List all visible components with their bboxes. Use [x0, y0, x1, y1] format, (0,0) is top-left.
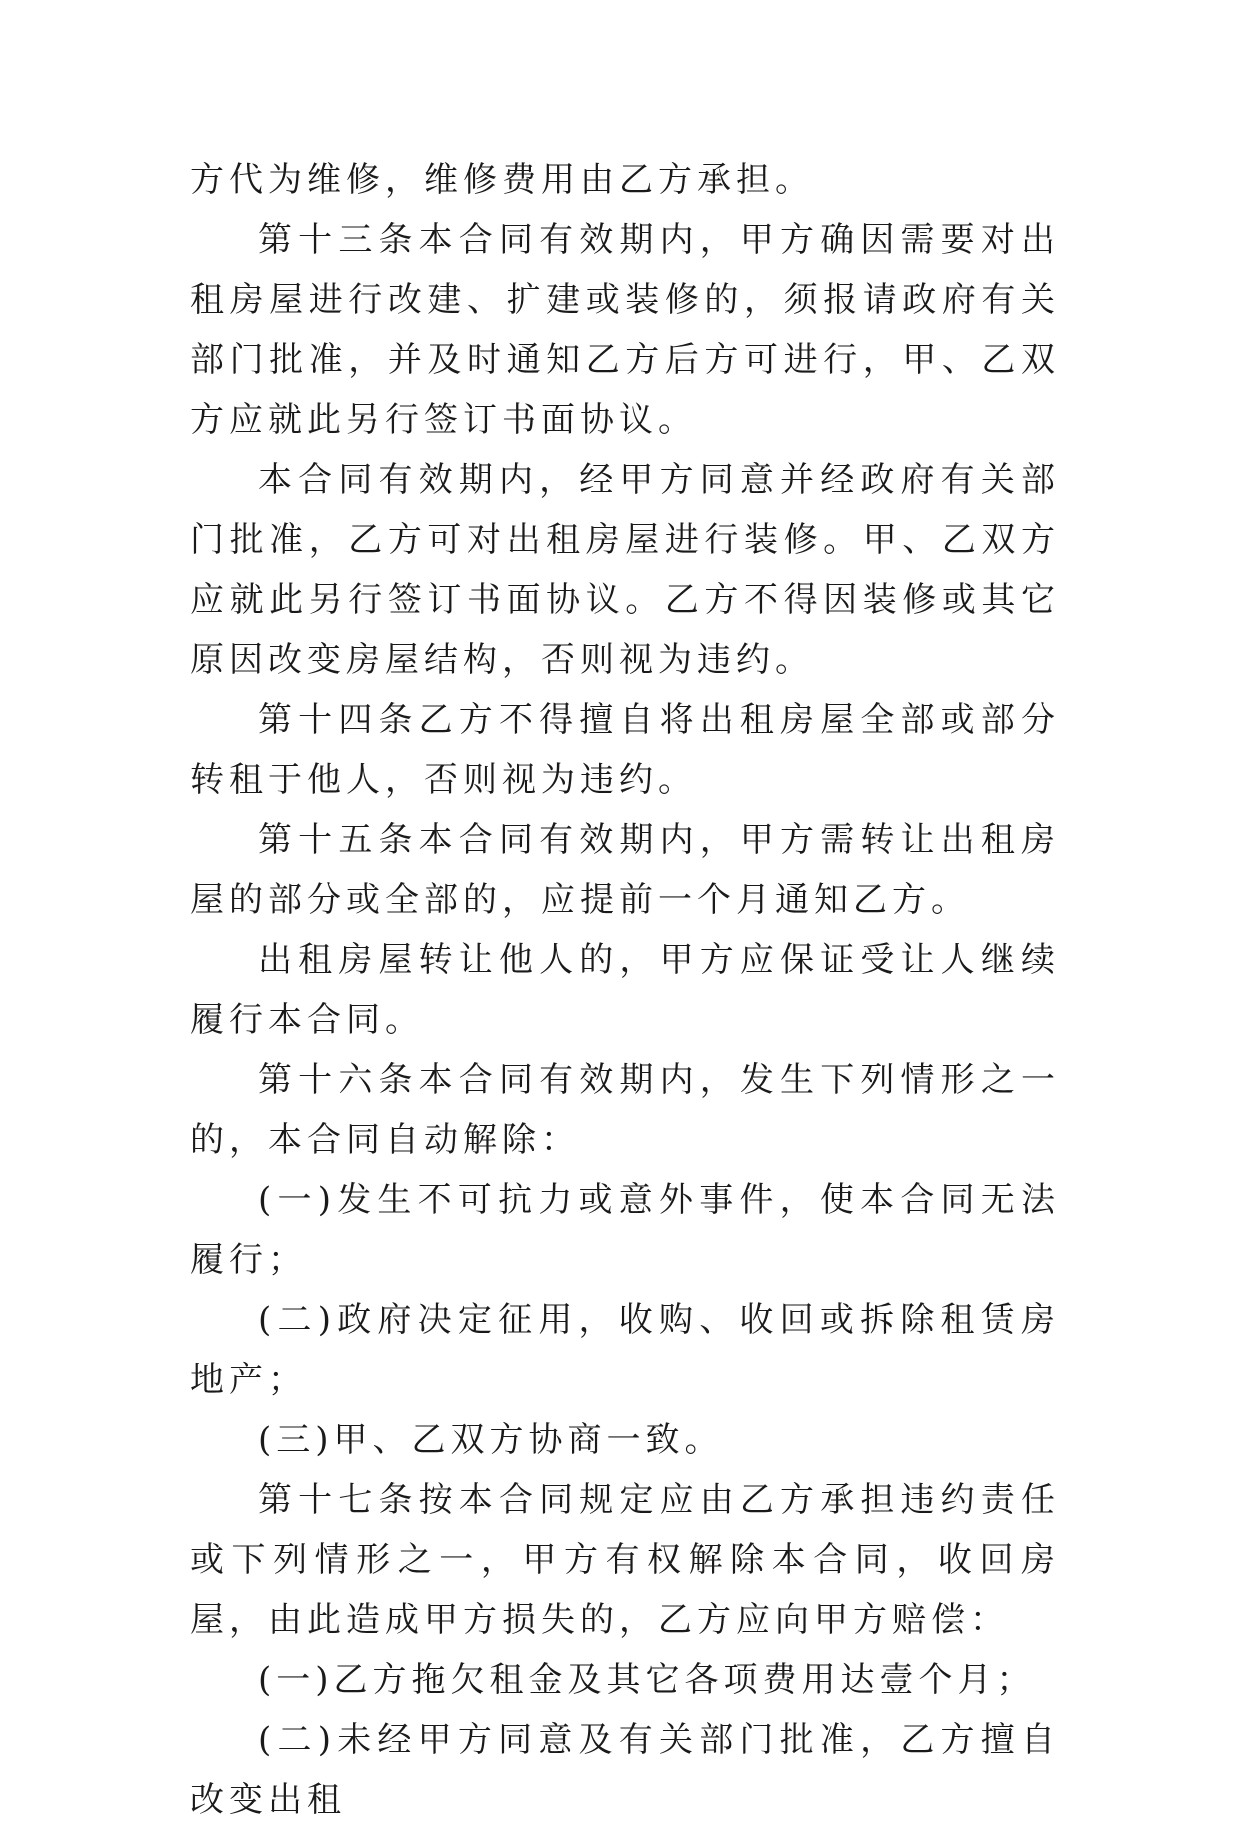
- list-item-17-1: (一)乙方拖欠租金及其它各项费用达壹个月；: [258, 1660, 1036, 1700]
- list-item-16-1: (一)发生不可抗力或意外事件，使本合同无法履行；: [190, 1180, 1060, 1280]
- list-item-16-2: (二)政府决定征用，收购、收回或拆除租赁房地产；: [190, 1300, 1060, 1400]
- list-item-17-2: (二)未经甲方同意及有关部门批准，乙方擅自改变出租: [190, 1720, 1060, 1820]
- paragraph-article-15: 第十五条本合同有效期内，甲方需转让出租房屋的部分或全部的，应提前一个月通知乙方。: [190, 820, 1060, 920]
- paragraph-transfer-obligation: 出租房屋转让他人的，甲方应保证受让人继续履行本合同。: [190, 940, 1060, 1040]
- paragraph-renovation-approval: 本合同有效期内，经甲方同意并经政府有关部门批准，乙方可对出租房屋进行装修。甲、乙双方应就此另行签订书面协议。乙方不得因装修或其它原因改变房屋结构，否则视为违约。: [190, 460, 1060, 680]
- paragraph-article-16: 第十六条本合同有效期内，发生下列情形之一的，本合同自动解除：: [190, 1060, 1060, 1160]
- paragraph-article-13: 第十三条本合同有效期内，甲方确因需要对出租房屋进行改建、扩建或装修的，须报请政府有关部门批准，并及时通知乙方后方可进行，甲、乙双方应就此另行签订书面协议。: [190, 220, 1060, 440]
- paragraph-article-17: 第十七条按本合同规定应由乙方承担违约责任或下列情形之一，甲方有权解除本合同，收回房屋，由此造成甲方损失的，乙方应向甲方赔偿：: [190, 1480, 1060, 1640]
- document-body: [190, 150, 1060, 1830]
- paragraph-article-14: 第十四条乙方不得擅自将出租房屋全部或部分转租于他人，否则视为违约。: [190, 700, 1060, 800]
- list-item-16-3: (三)甲、乙双方协商一致。: [258, 1420, 724, 1460]
- paragraph-continuation: 方代为维修，维修费用由乙方承担。: [190, 160, 814, 200]
